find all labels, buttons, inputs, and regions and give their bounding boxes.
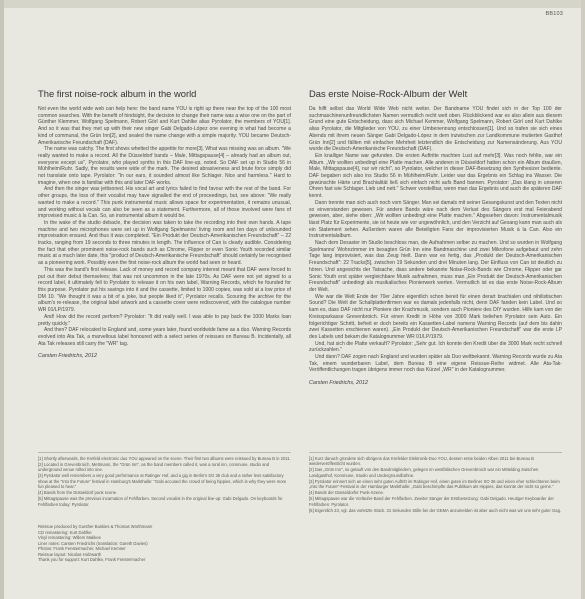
german-title: Das erste Noise-Rock-Album der Welt [309,88,468,99]
english-paragraph: Not even the world wide web can help here: the band name YOU is right up there near the top of the 100 most common searches. With the benefit of hindsight, the decision to change their name was a wise one on the part of Günther Klemmer, Wolfgang Spelmann, Robert Görl and Kurt Dahlke alias Pyrolator, the members of YOU[1]. And so it was that they met up with their new singer Gabi Delgado-López one evening in what had become a kind of communal, the Grün Inn[2], and sealed the name change with a simple majority. YOU became Deutsch-Amerikanische Freundschaft (DAF). [38,106,291,146]
english-title: The first noise-rock album in the world [38,88,197,99]
english-paragraph: The name was catchy. The first shows whetted the appetite for more[3]. What was missing was an album. "We really wanted to make a record. All the Düsseldorf bands – Male, Mittagspause[4] – already had an album out, everyone except us", Pyrolator, who played synths in this DAF line-up, noted. So DAF set up in Studio 56 in Mühlheim/Ruhr. Sadly, the results were wide of the mark. The desired abrasiveness and brute force simply did not translate onto tape. Pyrolator: "In our ears, it sounded almost like Schlager. Nice and harmless." Hard to imagine, when one is familiar with this and later DAF works. [38,146,291,186]
scan-edge-right [581,0,585,599]
german-paragraph: Und dann? DAF zogen nach England und wurden später als Duo weltbekannt. Warning Records wurde zu Ata Tak, einem wunderbaren Label, dem Bureau B eine eigene Reissue-Reihe widmet. Alle Ata-Tak-Veröffentlichungen tragen übrigens immer noch das Kürzel „WR" in der Katalognummer. [309,354,562,374]
german-paragraph: Dann trennte man sich auch noch vom Sänger. Man sei damals mit seiner Gesangskunst und den Texten nicht so einverstanden gewesen. Für andere Bands wäre nach dem Verlust des Sängers erst mal Feierabend gewesen, aber, siehe oben: „Wir wollten unbedingt eine Platte machen." Abgesehen davon: Instrumentalmusik lässt Platz für Experimente, sie ist heute wie vor ungewöhnlich, und den Verzicht auf Gesang kann man auch als ein Statement sehen. Außerdem waren alle Beteiligten Fans der improvisierten Musik à la Can. Also ein Instrumentalalbum. [309,199,562,240]
scan-edge-left [0,0,4,599]
german-paragraph: Nach dem Desaster im Studio beschloss man, die Aufnahmen selber zu machen. Und so wurden in Wolfgang Spelmanns' Wohnzimmer im besagten Grün Inn eine Bandmaschine und zwei Mikrofone aufgebaut und zehn Tage lang improvisiert, was das Zeug hielt. Dann war es fertig, das „Produkt der Deutsch-Amerikanischen Freundschaft": 22 Tracks[5], zwischen 19 Sekunden und drei Minuten lang. Der Einfluss von Can ist deutlich zu hören. Und angesichts der Tatsache, dass andere bekannte Noise-Rock-Bands wie Chrome, Flipper oder gar Sonic Youth erst später vergleichbare Musik aufnahmen, muss man „Ein Produkt der Deutsch-Amerikanischen Freundschaft" unbedingt als musikalisches Pionierwerk werten. Vermutlich ist es das erste Noise-Rock-Album der Welt. [309,240,562,293]
footnote: [1] Shortly afterwards, the Krefeld electronic duo YOU appeared on the scene. Their first two albums were reissued by Bureau B in 2011. [38,456,291,461]
german-paragraph: Und, hat sich die Platte verkauft? Pyrolator: „Sehr gut. Ich konnte den Kredit über die 3000 Mark recht schnell zurückzahlen." [309,340,562,354]
german-paragraph: Da hilft selbst das World Wide Web nicht weiter. Der Bandname YOU findet sich in der Top 100 der suchmaschinenunfreundlichsten Namen vermutlich recht weit oben. Rückblickend war es also allein aus diesem Grund eine gute Entscheidung, dass sich Michael Kemmer, Wolfgang Spelmann, Robert Görl und Kurt Dahlke alias Pyrolator, die Mitglieder von YOU, zu einer Umbenennung entschlossen[1]. Und so trafen sie sich eines Abends mit ihrem neuen Sänger Gabi Delgado-López in dem inzwischen zur Landkommune mutierten Gasthof Grün Inn[2] und fällten mit einfacher Mehrheit letztendlich die Entscheidung zur Namensänderung. Aus YOU wurde die Deutsch-Amerikanische Freundschaft (DAF). [309,106,562,153]
english-paragraph: And then the singer was jettisoned. His vocal art and lyrics failed to find favour with the rest of the band. For other groups, the loss of their vocalist may have signalled the end of proceedings, but, see above: "We really wanted to make a record." This punk instrumental music allows space for experimentation, it remains unusual, and working without vocals can also be seen as a statement. Furthermore, all of those involved were fans of improvised music à la Can. So, an instrumental album it would be. [38,186,291,220]
german-footnotes [309,456,562,514]
credit-line: Vinyl remastering: Willem Makkee [38,535,101,540]
footnote: [6] Eigentlich 23, vgl. das vorletzte Stück. 31 Sekunden Stille bei der GEMA anzumelden ist aber auch nicht was wir uns sehr guter Gag. [309,507,562,513]
footnote: [1] Kurz danach gründete sich übrigens das Krefelder Elektronik-Duo YOU, dessen erste beiden Alben 2011 bei Bureau B wiederveröffentlicht wurden. [309,456,534,467]
english-paragraph: This was the band's first release. Lack of money and record company interest meant that DAF were forced to put out their debut themselves; that was not uncommon in the late 1970s. As DAF were not yet signed to a record label, it ultimately fell to Pyrolator to release it on his own label, Warning Records, which he founded for this purpose. Pyrolator put his savings into it and the cassette, limited to 1000 copies, was sold at a low price of DM 10. "We thought it was a bit of a joke, but people liked it", Pyrolator recalls. Scouring the archive for the album's re-release, the original label artwork and a cassette cover were rediscovered, with the catalogue number WR 01/LP/1979. [38,266,291,314]
catalog-number: BB103 [545,11,563,17]
english-body [38,106,291,347]
footnote-divider [309,452,562,453]
german-paragraph: Ein knalliger Name war gefunden. Die ersten Auftritte machten Lust auf mehr[3]. Was noch fehlte, war ein Album. „Wir wollten unbedingt eine Platte machen. Alle anderen in Düsseldorf hatten schon ein Album draußen, Male, Mittagspause[4], nur wir nicht", so Pyrolator, welcher in dieser DAF-Besetzung den Synthesizer bediente. DAF begaben sich also ins Studio 56 in Mühlheim/Ruhr. Leider war das Ergebnis ein Schlag ins Wasser. Die gewünschte Härte und Brachialität ließ sich einfach nicht aufs Band bannen. Pyrolator: „Das klang in unseren Ohren fast wie Schlager. Lieb und nett." Schwer vorstellbar, wenn man das Ergebnis und auch die späteren DAF kennt. [309,152,562,200]
scan-edge-top [0,0,585,8]
credit-line: Photos: Frank Fenstermacher, Michael Kemner [38,546,126,551]
footnote: [4] Bands from the Düsseldorf punk scene. [38,490,118,496]
english-paragraph: And then? DAF relocated to England and, some years later, found worldwide fame as a duo. Warning Records evolved into Ata Tak, a marvellous label honoured with a select series of reissues on Bureau B. Incidentally, all Ata Tak releases still carry the "WR" tag. [38,327,291,347]
english-footnotes [38,456,291,508]
footnote: [2] Das „Grün Inn", so getauft von den Bandmitgliedern, gelegen im westfälischen Grevenbroich war ein Mittelding zwischen Landgasthof, Kommune, Studio und Undergroundbühne. [309,467,539,478]
german-signature: Carsten Friedrichs, 2012 [309,380,369,387]
english-paragraph: In the wake of the studio debacle, the decision was taken to take the recording into their own hands. A tape machine and two microphones were set up in Wolfgang Spelmanns' living room and ten days of unbounded improvisation ensued. And thus it was completed. "Ein Produkt der Deutsch-Amerikanischen Freundschaft" – 22 tracks, ranging from 19 seconds to three minutes in length. The influence of Can is clearly audible. Considering the fact that other prominent noise-rock bands such as Chrome, Flipper or even Sonic Youth recorded similar music at a much later date, this "product of Deutsch-Amerikanische Freundschaft" should certainly be recognised as a pioneering work. Possibly even the first noise-rock album the world had seen or heard. [38,219,291,267]
credit-line: Liner notes: Carsten Friedrichs (translation: Gareth Davies) [38,540,148,546]
footnote: [5] Mittagspause was the previous incarnation of Fehlfarben. Second vocalist in the original line-up: Gabi Delgado. On keyboards for Fehlfarben today: Pyrolator. [38,496,283,507]
english-column [38,88,291,359]
footnote: [2] Located in Grevenbroich, Mettmann, the "Grün Inn", as the band members called it, was a rural inn, commune, studio and underground venue rolled into one. [38,462,270,473]
footnote: [3] Pyrolator well remembers a very good performance at Ratinger Hof, and a gig in Berlin's SO 36 club and a rather less satisfactory show at the "Into the Future" festival in Hamburg's Markthalle: "Gabi accused the crowd of being hippies, which is why they were more fun pleased to hear." [38,473,287,490]
credit-line: Reissue layout: Nicolas Holzwarth [38,551,102,557]
footnote: [5] Mittagspause war die Vorläufer-Band der Fehlfarben. Zweiter Sänger der Erstbesetzung: Gabi Delgado. Heutiger Keyboarder der Fehlfarben: Pyrolator. [309,496,554,507]
german-paragraph: Wie war die Welt Ende der 70er Jahre eigentlich schon bereit für einen derart brachialen und nihilistischen Sound? Die Welt der Schallplattenfirmen war es damals jedenfalls nicht, denn DAF fanden kein Label. Und so kam es, dass DAF nicht nur Pioniere der Krachmusik, sondern auch Pioniere des DIY wurden. Hilfe kam von der Kreissparkasse Grevenbroich. Für einen Kredit in Höhe von 3000 Mark beliehen Pyrolator sein Auto. Ein folgerichtiger Schritt, befreit er doch bereits ein Kassetten-Label namens Warning Records (auf dem bis dahin zwei Kassetten erschienen waren). „Ein Produkt der Deutsch-Amerikanischen Freundschaft" war die erste LP des Labels und bekam die Katalognummer WR 01/LP/1979. [309,293,562,340]
german-body [309,106,562,374]
german-column [309,88,562,386]
footnote: [4] Bands der Düsseldorfer Punk-Szene. [309,490,384,496]
english-paragraph: And! How did the record perform? Pyrolator: "It did really well. I was able to pay back the 1000 Marks loan pretty quickly." [38,313,291,327]
credit-line: Reissue produced by Gunther Buskies & Thomas Worthmann [38,524,153,529]
reissue-credits [38,524,291,563]
credit-line: Thank you for support: Kurt Dahlke, Frank Fenstermacher [38,557,146,562]
english-signature: Carsten Friedrichs, 2012 [38,353,98,360]
footnote-divider [38,452,291,453]
credit-line: CD remastering: Kurt Dahlke [38,529,92,535]
footnote: [3] Pyrolator erinnert sich an einen sehr guten Auftritt im Ratinger Hof, einen guten im Berliner SO 36 und einen eher schlechteren beim „Into the Future"-Festival in der Hamburger Markthalle: „Gabi beschimpfte das Publikum als Hippies, das konnte der nicht so gerne." [309,478,560,490]
